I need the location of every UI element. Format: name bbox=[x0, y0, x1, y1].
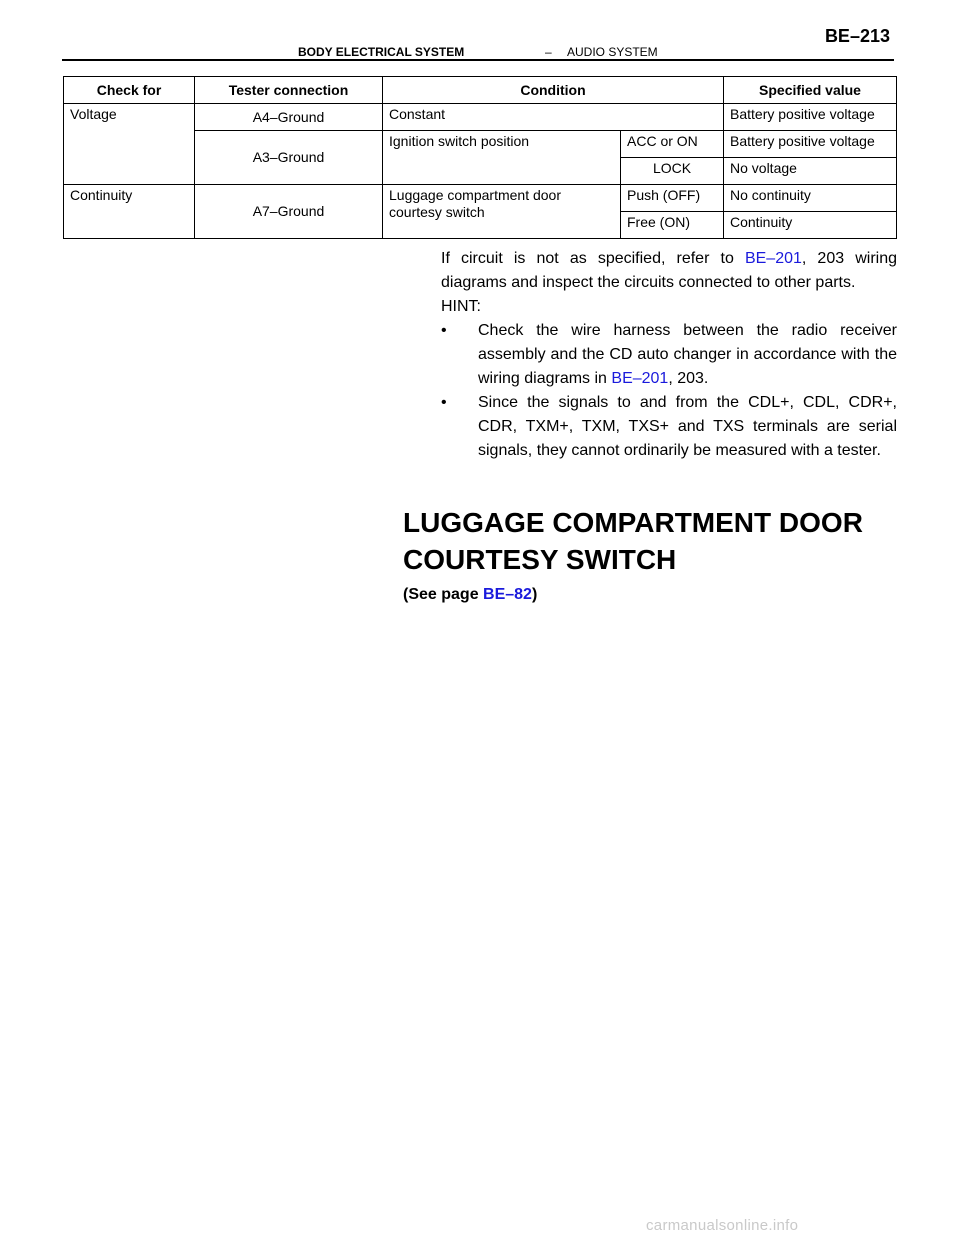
cell-a7-condition: Luggage compartment door courtesy switch bbox=[383, 185, 621, 239]
section-title-line1: LUGGAGE COMPARTMENT DOOR bbox=[403, 507, 863, 538]
bullet1-prefix: Check the wire harness between the radio receiver assembly and the CD auto changer in accordance with the wiring diagrams in bbox=[478, 322, 897, 387]
header-rule bbox=[62, 59, 894, 61]
inspection-table bbox=[63, 76, 897, 239]
cell-continuity: Continuity bbox=[64, 185, 195, 239]
header-separator: – bbox=[545, 45, 552, 59]
cell-a4-condition: Constant bbox=[383, 104, 724, 131]
cell-a3-condition: Ignition switch position bbox=[383, 131, 621, 185]
see-page-reference bbox=[403, 586, 537, 604]
bullet1-suffix: , 203. bbox=[668, 370, 709, 387]
table-header-row bbox=[64, 77, 897, 104]
cell-a3-value1: Battery positive voltage bbox=[724, 131, 897, 158]
header-subsection: AUDIO SYSTEM bbox=[567, 45, 658, 59]
col-header-check-for: Check for bbox=[64, 77, 195, 104]
bullet-icon: • bbox=[441, 394, 447, 411]
link-be-82[interactable]: BE–82 bbox=[483, 586, 532, 603]
bullet2-text: Since the signals to and from the CDL+, CDL, CDR+, CDR, TXM+, TXM, TXS+ and TXS terminals are serial signals, they cannot ordinarily be measured with a tester. bbox=[478, 394, 897, 459]
cell-a3-connection: A3–Ground bbox=[195, 131, 383, 185]
col-header-condition: Condition bbox=[383, 77, 724, 104]
cell-a3-value2: No voltage bbox=[724, 158, 897, 185]
cell-a7-state2: Free (ON) bbox=[621, 212, 724, 239]
cell-a3-state1: ACC or ON bbox=[621, 131, 724, 158]
bullet-icon: • bbox=[441, 322, 447, 339]
section-title-line2: COURTESY SWITCH bbox=[403, 544, 677, 575]
table-row bbox=[64, 185, 897, 212]
instructions-block bbox=[441, 247, 897, 463]
see-page-suffix: ) bbox=[531, 586, 538, 603]
list-item bbox=[441, 391, 897, 463]
cell-a7-state1: Push (OFF) bbox=[621, 185, 724, 212]
instruction-suffix: , 203 wiring diagrams and inspect the circuits connected to other parts. bbox=[441, 250, 898, 291]
cell-a7-value2: Continuity bbox=[724, 212, 897, 239]
watermark: carmanualsonline.info bbox=[646, 1217, 799, 1234]
hint-list bbox=[441, 319, 897, 463]
header-section: BODY ELECTRICAL SYSTEM bbox=[298, 45, 465, 59]
table-row bbox=[64, 104, 897, 131]
col-header-tester-connection: Tester connection bbox=[195, 77, 383, 104]
list-item bbox=[441, 319, 897, 391]
section-title bbox=[403, 504, 903, 578]
cell-a3-state2: LOCK bbox=[621, 158, 724, 185]
cell-a4-connection: A4–Ground bbox=[195, 104, 383, 131]
cell-voltage: Voltage bbox=[64, 104, 195, 185]
cell-a4-value: Battery positive voltage bbox=[724, 104, 897, 131]
cell-a7-value1: No continuity bbox=[724, 185, 897, 212]
col-header-specified-value: Specified value bbox=[724, 77, 897, 104]
circuit-instruction bbox=[441, 247, 897, 295]
cell-a7-connection: A7–Ground bbox=[195, 185, 383, 239]
instruction-prefix: If circuit is not as specified, refer to bbox=[441, 250, 745, 267]
page-number: BE–213 bbox=[824, 26, 890, 46]
see-page-prefix: (See page bbox=[403, 586, 484, 603]
hint-label: HINT: bbox=[441, 298, 481, 315]
link-be-201-wiring[interactable]: BE–201 bbox=[611, 370, 669, 387]
page-header bbox=[62, 22, 894, 62]
link-be-201[interactable]: BE–201 bbox=[744, 250, 802, 267]
